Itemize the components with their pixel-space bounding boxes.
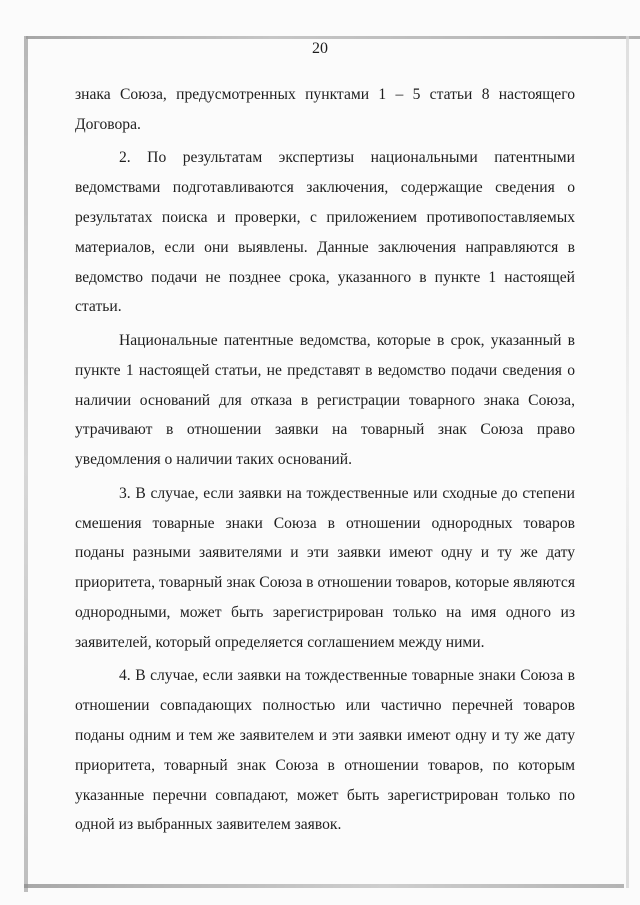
scan-border-bottom — [24, 884, 624, 888]
paragraph-item-3: 3. В случае, если заявки на тождественные или сходные до степени смешения товарные знаки Союза в отношении однородных товаров поданы разными заявителями и эти заявки имеют одну и ту же дату приоритета, товарный знак Союза в отношении товаров, которые являются однородными, может быть зарегистрирован только на имя одного из заявителей, который определяется соглашением между ними. — [75, 484, 575, 651]
document-body — [75, 80, 575, 844]
scan-border-right — [626, 36, 629, 888]
paragraph-continuation: знака Союза, предусмотренных пунктами 1 – 5 статьи 8 настоящего Договора. — [75, 86, 575, 133]
scan-border-left — [24, 36, 28, 892]
page-number: 20 — [312, 40, 328, 57]
scan-border-top — [26, 36, 640, 39]
paragraph-item-4: 4. В случае, если заявки на тождественные товарные знаки Союза в отношении совпадающих полностью или частично перечней товаров поданы одним и тем же заявителем и эти заявки имеют одну и ту же дату приоритета, товарный знак Союза в отношении товаров, по которым указанные перечни совпадают, может быть зарегистрирован только по одной из выбранных заявителем заявок. — [75, 667, 575, 834]
paragraph-item-2: 2. По результатам экспертизы национальными патентными ведомствами подготавливаются заключения, содержащие сведения о результатах поиска и проверки, с приложением противопоставляемых материалов, если они выявлены. Данные заключения направляются в ведомство подачи не позднее срока, указанного в пункте 1 настоящей статьи. — [75, 149, 575, 316]
paragraph-national-offices: Национальные патентные ведомства, которые в срок, указанный в пункте 1 настоящей статьи, не представят в ведомство подачи сведения о наличии оснований для отказа в регистрации товарного знака Союза, утрачивают в отношении заявки на товарный знак Союза право уведомления о наличии таких оснований. — [75, 331, 575, 469]
